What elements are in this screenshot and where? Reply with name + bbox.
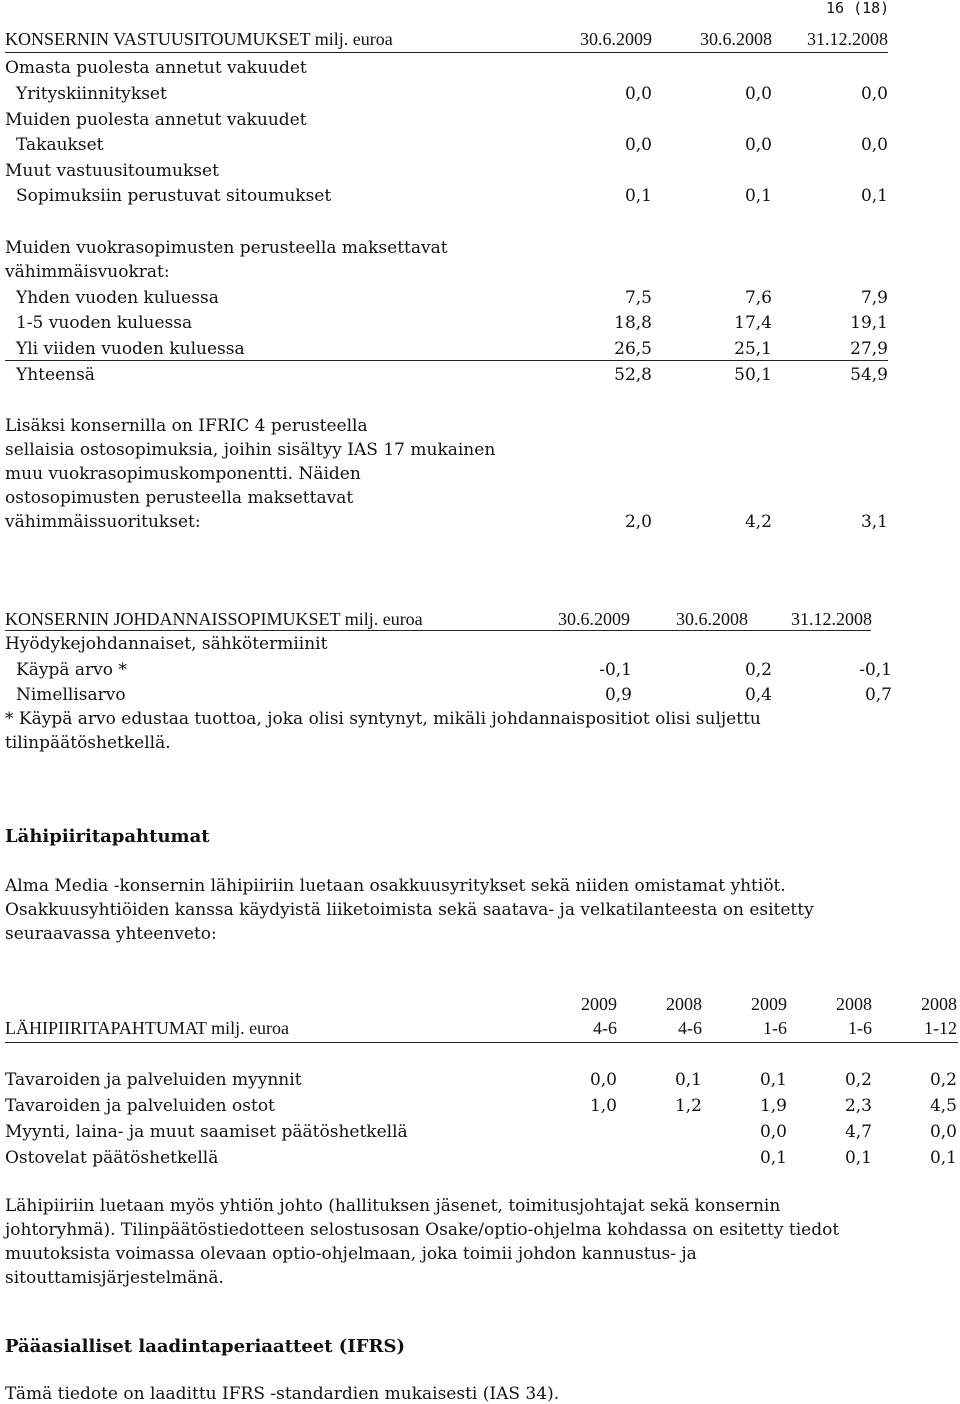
paragraph-line: Alma Media -konsernin lähipiiriin luetaan osakkuusyritykset sekä niiden omistamat yhtiöt. <box>5 876 786 896</box>
row-label: Yli viiden vuoden kuluessa <box>16 339 245 359</box>
cell: 1,9 <box>759 1096 787 1116</box>
paragraph-line: Osakkuusyhtiöiden kanssa käydyistä liiketoimista sekä saatava- ja velkatilanteesta on esitetty <box>5 900 814 920</box>
cell: 25,1 <box>734 339 772 359</box>
ifric-text: ostosopimusten perusteella maksettavat <box>5 488 354 508</box>
col-year: 2008 <box>921 994 957 1014</box>
cell: 0,1 <box>860 186 888 206</box>
cell: -0,1 <box>599 660 632 680</box>
row-label: Yhden vuoden kuluessa <box>16 288 219 308</box>
paragraph-line: Tämä tiedote on laadittu IFRS -standardien mukaisesti (IAS 34). <box>5 1384 560 1404</box>
cell: 1,2 <box>674 1096 702 1116</box>
group-label: Muut vastuusitoumukset <box>5 161 219 181</box>
lease-heading: vähimmäisvuokrat: <box>5 262 170 282</box>
group-label: Muiden puolesta annetut vakuudet <box>5 110 307 130</box>
cell: 4,7 <box>844 1122 872 1142</box>
cell: 1,0 <box>589 1096 617 1116</box>
col-header: 30.6.2008 <box>676 609 748 629</box>
header-rule <box>5 52 888 53</box>
row-label: Sopimuksiin perustuvat sitoumukset <box>16 186 332 206</box>
col-period: 1-6 <box>848 1018 872 1038</box>
paragraph-line: sitouttamisjärjestelmänä. <box>5 1268 224 1288</box>
row-label: Käypä arvo * <box>16 660 127 680</box>
cell: 4,5 <box>929 1096 957 1116</box>
cell: 0,0 <box>759 1122 787 1142</box>
cell: 26,5 <box>614 339 652 359</box>
paragraph-line: johtoryhmä). Tilinpäätöstiedotteen selostusosan Osake/optio-ohjelma kohdassa on esitetty tiedot <box>5 1220 840 1240</box>
group-label: Omasta puolesta annetut vakuudet <box>5 58 307 78</box>
col-period: 4-6 <box>593 1018 617 1038</box>
cell: 17,4 <box>734 313 772 333</box>
col-header: 30.6.2009 <box>558 609 630 629</box>
total-label: Yhteensä <box>16 365 95 385</box>
section-heading: Lähipiiritapahtumat <box>5 826 210 847</box>
row-label: Yrityskiinnitykset <box>16 84 167 104</box>
col-year: 2009 <box>581 994 617 1014</box>
col-period: 1-12 <box>924 1018 957 1038</box>
cell: 0,0 <box>744 135 772 155</box>
footnote: * Käypä arvo edustaa tuottoa, joka olisi syntynyt, mikäli johdannaispositiot olisi suljettu <box>5 709 761 729</box>
col-year: 2009 <box>751 994 787 1014</box>
row-label: Ostovelat päätöshetkellä <box>5 1148 219 1168</box>
cell: -0,1 <box>859 660 892 680</box>
cell: 7,5 <box>624 288 652 308</box>
cell: 0,0 <box>744 84 772 104</box>
cell: 52,8 <box>614 365 652 385</box>
cell: 0,0 <box>860 135 888 155</box>
footnote: tilinpäätöshetkellä. <box>5 733 171 753</box>
lease-heading: Muiden vuokrasopimusten perusteella maksettavat <box>5 238 448 258</box>
col-header: 30.6.2009 <box>580 29 652 49</box>
cell: 0,9 <box>604 685 632 705</box>
table-title: LÄHIPIIRITAPAHTUMAT milj. euroa <box>5 1018 290 1038</box>
cell: 0,0 <box>624 84 652 104</box>
cell: 0,1 <box>624 186 652 206</box>
cell: 18,8 <box>614 313 652 333</box>
cell: 0,0 <box>860 84 888 104</box>
group-label: Hyödykejohdannaiset, sähkötermiinit <box>5 634 328 654</box>
cell: 2,3 <box>844 1096 872 1116</box>
cell: 0,1 <box>759 1148 787 1168</box>
cell: 0,1 <box>744 186 772 206</box>
row-label: Tavaroiden ja palveluiden ostot <box>5 1096 275 1116</box>
header-rule <box>5 1042 958 1043</box>
cell: 0,1 <box>929 1148 957 1168</box>
row-label: Takaukset <box>16 135 104 155</box>
paragraph-line: seuraavassa yhteenveto: <box>5 924 217 944</box>
total-rule <box>5 360 888 361</box>
cell: 50,1 <box>734 365 772 385</box>
cell: 0,4 <box>744 685 772 705</box>
col-header: 31.12.2008 <box>791 609 872 629</box>
ifric-text: sellaisia ostosopimuksia, joihin sisältyy IAS 17 mukainen <box>5 440 496 460</box>
cell: 0,0 <box>929 1122 957 1142</box>
page-number: 16 (18) <box>826 0 890 17</box>
row-label: Nimellisarvo <box>16 685 126 705</box>
col-header: 30.6.2008 <box>700 29 772 49</box>
cell: 0,2 <box>844 1070 872 1090</box>
row-label: Tavaroiden ja palveluiden myynnit <box>5 1070 302 1090</box>
cell: 2,0 <box>624 512 652 532</box>
cell: 0,1 <box>759 1070 787 1090</box>
cell: 0,0 <box>624 135 652 155</box>
cell: 19,1 <box>850 313 888 333</box>
cell: 7,9 <box>860 288 888 308</box>
ifric-text: vähimmäissuoritukset: <box>5 512 201 532</box>
col-period: 1-6 <box>763 1018 787 1038</box>
cell: 4,2 <box>744 512 772 532</box>
cell: 0,1 <box>844 1148 872 1168</box>
cell: 0,2 <box>744 660 772 680</box>
cell: 27,9 <box>850 339 888 359</box>
col-header: 31.12.2008 <box>807 29 888 49</box>
commitments-title: KONSERNIN VASTUUSITOUMUKSET milj. euroa <box>5 29 393 49</box>
row-label: 1-5 vuoden kuluessa <box>16 313 193 333</box>
header-rule <box>5 630 871 631</box>
cell: 54,9 <box>850 365 888 385</box>
col-period: 4-6 <box>678 1018 702 1038</box>
cell: 0,0 <box>589 1070 617 1090</box>
cell: 3,1 <box>860 512 888 532</box>
col-year: 2008 <box>836 994 872 1014</box>
cell: 0,1 <box>674 1070 702 1090</box>
ifric-text: Lisäksi konsernilla on IFRIC 4 perusteella <box>5 416 368 436</box>
section-heading: Pääasialliset laadintaperiaatteet (IFRS) <box>5 1336 405 1357</box>
derivatives-title: KONSERNIN JOHDANNAISSOPIMUKSET milj. euroa <box>5 609 423 629</box>
cell: 0,2 <box>929 1070 957 1090</box>
paragraph-line: muutoksista voimassa olevaan optio-ohjelmaan, joka toimii johdon kannustus- ja <box>5 1244 697 1264</box>
cell: 0,7 <box>864 685 892 705</box>
cell: 7,6 <box>744 288 772 308</box>
ifric-text: muu vuokrasopimuskomponentti. Näiden <box>5 464 361 484</box>
paragraph-line: Lähipiiriin luetaan myös yhtiön johto (hallituksen jäsenet, toimitusjohtajat sekä konsernin <box>5 1196 781 1216</box>
col-year: 2008 <box>666 994 702 1014</box>
row-label: Myynti, laina- ja muut saamiset päätöshetkellä <box>5 1122 408 1142</box>
